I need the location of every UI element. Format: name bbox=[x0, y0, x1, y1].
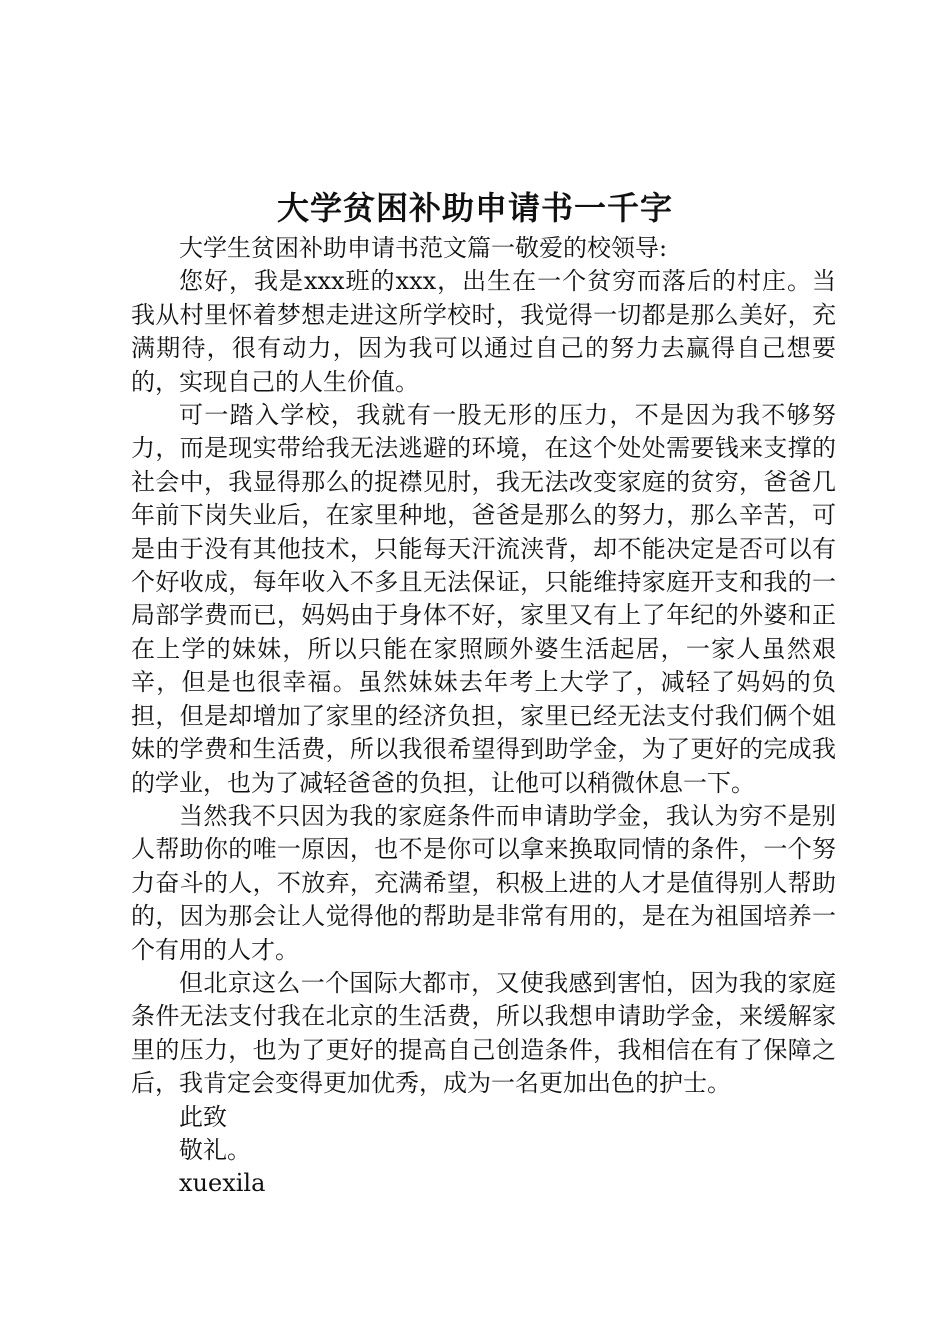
paragraph-greeting: 您好，我是xxx班的xxx，出生在一个贫穷而落后的村庄。当我从村里怀着梦想走进这所学校时，我觉得一切都是那么美好，充满期待，很有动力，因为我可以通过自己的努力去赢得自己想要的，实现自己的人生价值。 bbox=[131, 267, 836, 396]
paragraph-conclusion: 但北京这么一个国际大都市，又使我感到害怕，因为我的家庭条件无法支付我在北京的生活费，所以我想申请助学金，来缓解家里的压力，也为了更好的提高自己创造条件，我相信在有了保障之后，我肯定会变得更加优秀，成为一名更加出色的护士。 bbox=[131, 968, 836, 1098]
document-body bbox=[131, 232, 836, 1201]
paragraph-reasoning: 当然我不只因为我的家庭条件而申请助学金，我认为穷不是别人帮助你的唯一原因，也不是你可以拿来换取同情的条件，一个努力奋斗的人，不放弃，充满希望，积极上进的人才是值得别人帮助的，因为那会让人觉得他的帮助是非常有用的，是在为祖国培养一个有用的人才。 bbox=[131, 801, 836, 964]
closing-respect: 敬礼。 bbox=[179, 1135, 251, 1164]
closing-salutation: 此致 bbox=[179, 1102, 227, 1131]
paragraph-family-situation: 可一踏入学校，我就有一股无形的压力，不是因为我不够努力，而是现实带给我无法逃避的环境，在这个处处需要钱来支撑的社会中，我显得那么的捉襟见肘，我无法改变家庭的贫穷，爸爸几年前下岗失业后，在家里种地，爸爸是那么的努力，那么辛苦，可是由于没有其他技术，只能每天汗流浃背，却不能决定是否可以有个好收成，每年收入不多且无法保证，只能维持家庭开支和我的一局部学费而已，妈妈由于身体不好，家里又有上了年纪的外婆和正在上学的妹妹，所以只能在家照顾外婆生活起居，一家人虽然艰辛，但是也很幸福。虽然妹妹去年考上大学了，减轻了妈妈的负担，但是却增加了家里的经济负担，家里已经无法支付我们俩个姐妹的学费和生活费，所以我很希望得到助学金，为了更好的完成我的学业，也为了减轻爸爸的负担，让他可以稍微休息一下。 bbox=[131, 401, 836, 797]
document-title: 大学贫困补助申请书一千字 bbox=[276, 189, 673, 227]
intro-paragraph: 大学生贫困补助申请书范文篇一敬爱的校领导: bbox=[179, 234, 668, 262]
signature: xuexila bbox=[179, 1169, 266, 1198]
